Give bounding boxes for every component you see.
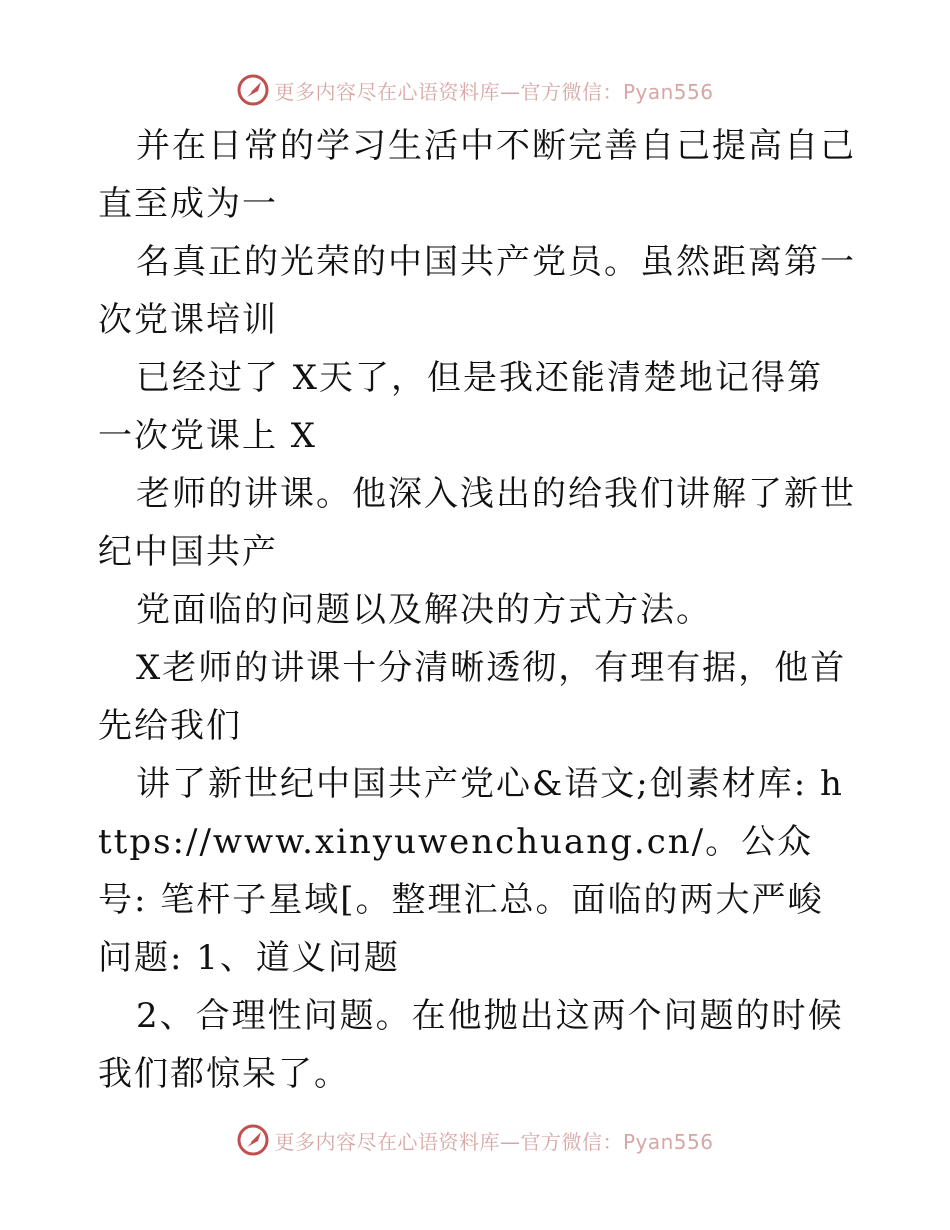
footer-watermark [0,1120,950,1160]
paragraph: X老师的讲课十分清晰透彻，有理有据，他首先给我们 [98,648,847,746]
paragraph: 讲了新世纪中国共产党心&语文;创素材库: https://www.xinyuwenchuang.cn/。公众号: 笔杆子星域[。整理汇总。面临的两大严峻问题: 1、道义问题 [98,764,844,978]
quill-logo-icon [236,73,270,107]
footer-watermark-text: 更多内容尽在心语资料库—官方微信：Pyan556 [274,1129,714,1154]
header-watermark-text: 更多内容尽在心语资料库—官方微信：Pyan556 [274,79,714,104]
header-watermark [0,70,950,110]
body-text [98,117,858,1103]
paragraph: 党面临的问题以及解决的方式方法。 [136,590,712,630]
paragraph: 已经过了 X天了，但是我还能清楚地记得第一次党课上 X [98,358,824,456]
paragraph: 名真正的光荣的中国共产党员。虽然距离第一次党课培训 [98,242,856,340]
paragraph: 2、合理性问题。在他抛出这两个问题的时候我们都惊呆了。 [98,996,844,1094]
paragraph: 老师的讲课。他深入浅出的给我们讲解了新世纪中国共产 [98,474,856,572]
quill-logo-icon [236,1123,270,1157]
paragraph: 并在日常的学习生活中不断完善自己提高自己直至成为一 [98,126,856,224]
